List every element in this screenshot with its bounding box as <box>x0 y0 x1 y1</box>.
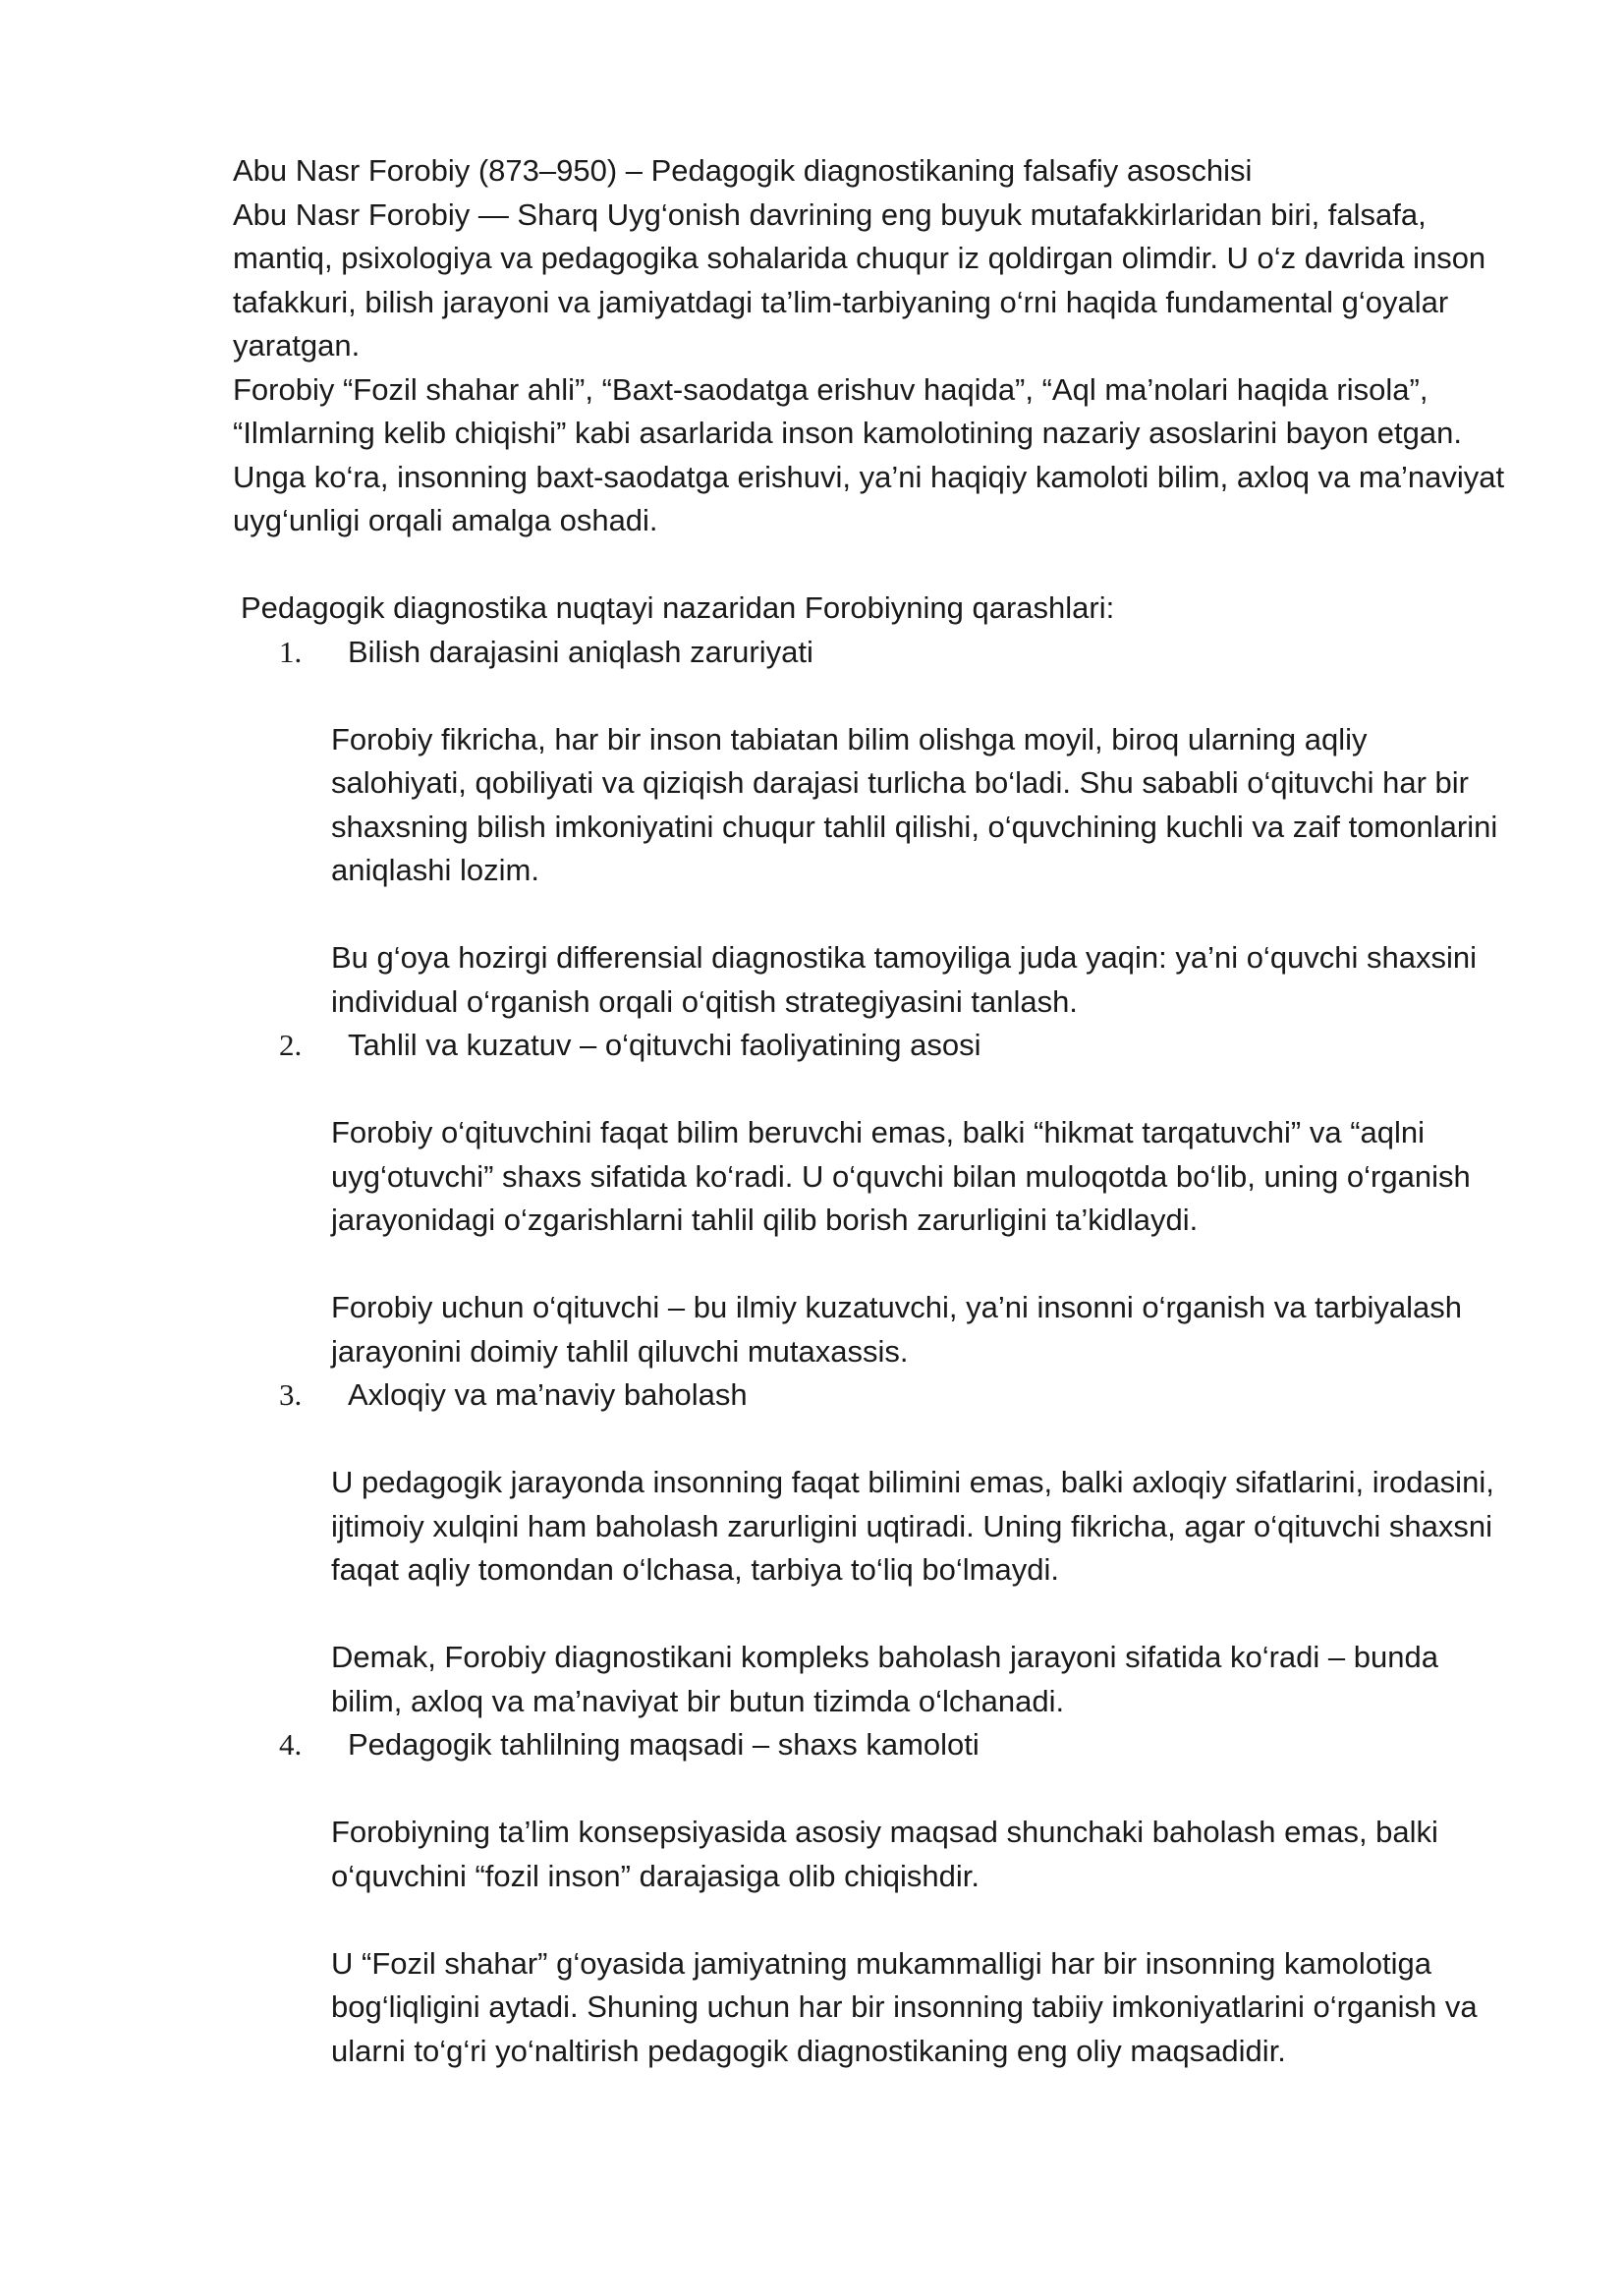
list-item-heading-row <box>233 1723 1510 1767</box>
list-item-number: 3. <box>279 1377 303 1412</box>
list-item <box>233 1373 1510 1723</box>
list-item-body <box>233 1068 1510 1374</box>
list-item-paragraph: Bu g‘oya hozirgi differensial diagnostika tamoyiliga juda yaqin: ya’ni o‘quvchi shaxsini individual o‘rganish orqali o‘qitish strategiyasini tanlash. <box>331 940 1478 1019</box>
list-item-number: 4. <box>279 1727 303 1762</box>
list-item-heading-row <box>233 1373 1510 1418</box>
blank-line <box>331 1068 1510 1112</box>
list-item <box>233 1024 1510 1373</box>
document-body <box>233 149 1510 2073</box>
blank-line <box>331 1898 1510 1942</box>
intro-paragraph-1: Abu Nasr Forobiy — Sharq Uyg‘onish davrining eng buyuk mutafakkirlaridan biri, falsafa, mantiq, psixologiya va pedagogika sohalarida chuqur iz qoldirgan olimdir. U o‘z davrida inson tafakkuri, bilish jarayoni va jamiyatdagi ta’lim-tarbiyaning o‘rni haqida fundamental g‘oyalar yaratgan. <box>233 196 1486 363</box>
list-item-heading-row <box>233 1024 1510 1068</box>
list-item-body <box>233 1767 1510 2074</box>
list-item-heading: Pedagogik tahlilning maqsadi – shaxs kamoloti <box>348 1727 980 1762</box>
blank-line <box>331 1243 1510 1287</box>
blank-line <box>331 1767 1510 1812</box>
list-item-paragraph: Forobiy o‘qituvchini faqat bilim beruvchi emas, balki “hikmat tarqatuvchi” va “aqlni uyg‘otuvchi” shaxs sifatida ko‘radi. U o‘quvchi bilan muloqotda bo‘lib, uning o‘rganish jarayonidagi o‘zgarishlarni tahlil qilib borish zarurligini ta’kidlaydi. <box>331 1115 1471 1237</box>
intro-paragraph-2: Forobiy “Fozil shahar ahli”, “Baxt-saodatga erishuv haqida”, “Aql ma’nolari haqida risola”, “Ilmlarning kelib chiqishi” kabi asarlarida inson kamolotining nazariy asoslarini bayon etgan. Unga ko‘ra, insonning baxt-saodatga erishuvi, ya’ni haqiqiy kamoloti bilim, axloq va ma’naviyat uyg‘unligi orqali amalga oshadi. <box>233 371 1505 537</box>
list-item-number: 2. <box>279 1028 303 1062</box>
list-item <box>233 631 1510 1025</box>
list-item-paragraph: Demak, Forobiy diagnostikani kompleks baholash jarayoni sifatida ko‘radi – bunda bilim, axloq va ma’naviyat bir butun tizimda o‘lchanadi. <box>331 1640 1438 1718</box>
blank-line <box>233 543 1510 588</box>
blank-line <box>331 893 1510 937</box>
list-item-body <box>233 1418 1510 1724</box>
numbered-list <box>233 631 1510 2074</box>
list-item-heading: Bilish darajasini aniqlash zaruriyati <box>348 634 813 669</box>
list-item-number: 1. <box>279 634 303 669</box>
list-item-body <box>233 674 1510 1024</box>
list-item <box>233 1723 1510 2073</box>
section-heading: Pedagogik diagnostika nuqtayi nazaridan Forobiyning qarashlari: <box>241 590 1115 625</box>
list-item-heading: Axloqiy va ma’naviy baholash <box>348 1377 748 1412</box>
list-item-paragraph: U “Fozil shahar” g‘oyasida jamiyatning mukammalligi har bir insonning kamolotiga bog‘liqligini aytadi. Shuning uchun har bir insonning tabiiy imkoniyatlarini o‘rganish va ularni to‘g‘ri yo‘naltirish pedagogik diagnostikaning eng oliy maqsadidir. <box>331 1945 1478 2068</box>
blank-line <box>331 1418 1510 1462</box>
list-item-heading: Tahlil va kuzatuv – o‘qituvchi faoliyatining asosi <box>348 1028 981 1062</box>
list-item-paragraph: Forobiyning ta’lim konsepsiyasida asosiy maqsad shunchaki baholash emas, balki o‘quvchini “fozil inson” darajasiga olib chiqishdir. <box>331 1815 1438 1893</box>
list-item-paragraph: U pedagogik jarayonda insonning faqat bilimini emas, balki axloqiy sifatlarini, irodasini, ijtimoiy xulqini ham baholash zarurligini uqtiradi. Uning fikricha, agar o‘qituvchi shaxsni faqat aqliy tomondan o‘lchasa, tarbiya to‘liq bo‘lmaydi. <box>331 1465 1494 1587</box>
list-item-heading-row <box>233 631 1510 675</box>
list-item-paragraph: Forobiy uchun o‘qituvchi – bu ilmiy kuzatuvchi, ya’ni insonni o‘rganish va tarbiyalash jarayonini doimiy tahlil qiluvchi mutaxassis. <box>331 1290 1463 1369</box>
blank-line <box>331 1593 1510 1637</box>
list-item-paragraph: Forobiy fikricha, har bir inson tabiatan bilim olishga moyil, biroq ularning aqliy salohiyati, qobiliyati va qiziqish darajasi turlicha bo‘ladi. Shu sababli o‘qituvchi har bir shaxsning bilish imkoniyatini chuqur tahlil qilishi, o‘quvchining kuchli va zaif tomonlarini aniqlashi lozim. <box>331 721 1498 887</box>
document-title: Abu Nasr Forobiy (873–950) – Pedagogik diagnostikaning falsafiy asoschisi <box>233 153 1253 188</box>
blank-line <box>331 674 1510 718</box>
